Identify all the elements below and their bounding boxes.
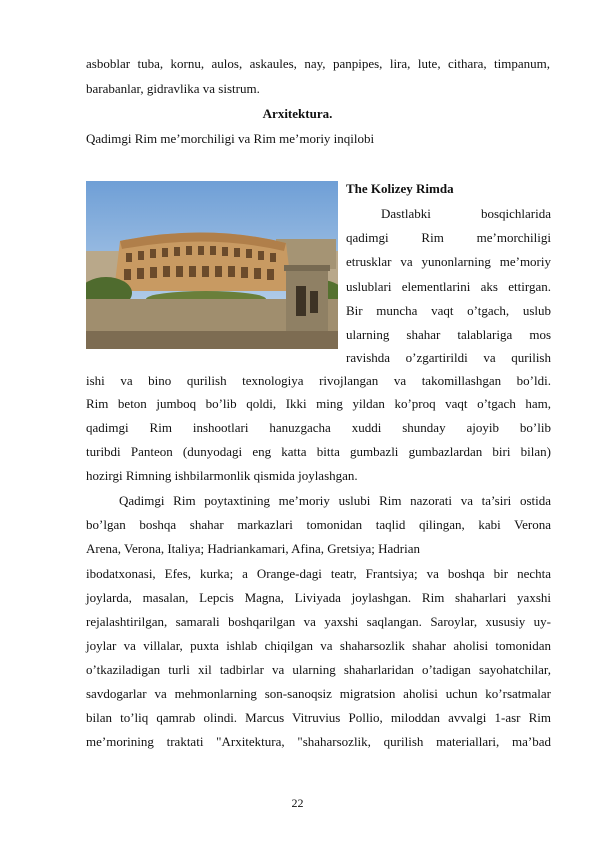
paragraph-line: bilan to’liq qamrab olindi. Marcus Vitruvius Pollio, miloddan avvalgi 1-asr Rim bbox=[86, 710, 551, 725]
paragraph-line: Arena, Verona, Italiya; Hadriankamari, Afina, Gretsiya; Hadrian bbox=[86, 541, 421, 556]
paragraph-line: Qadimgi Rim me’morchiligi va Rim me’moriy inqilobi bbox=[86, 131, 375, 146]
paragraph-line: savdogarlar va mehmonlarning son-sanoqsiz migratsion aholisi uchun ko’rsatmalar bbox=[86, 686, 551, 701]
paragraph-line: Qadimgi Rim poytaxtining me’moriy uslubi Rim nazorati va ta’siri ostida bbox=[119, 493, 551, 508]
paragraph-line: ravishda o’zgartirildi va qurilish bbox=[346, 350, 551, 365]
paragraph-line: o’tkaziladigan turli xil tadbirlar va ularning shaharlaridan o’tadigan sayohatchilar, bbox=[86, 662, 551, 677]
paragraph-line: uslublari elementlarini aks ettirgan. bbox=[346, 279, 551, 294]
page-number: 22 bbox=[291, 796, 304, 810]
paragraph-line: qadimgi Rim me’morchiligi bbox=[346, 230, 551, 245]
paragraph-line: asboblar tuba, kornu, aulos, askaules, nay, panpipes, lira, lute, cithara, timpanum, bbox=[86, 56, 550, 71]
paragraph-line: turibdi Panteon (dunyodagi eng katta bitta gumbazli gumbazlardan biri bilan) bbox=[86, 444, 551, 459]
paragraph-line: joylarda, masalan, Lepcis Magna, Liviyada joylashgan. Rim shaharlari yaxshi bbox=[86, 590, 551, 605]
paragraph-line: Dastlabki bosqichlarida bbox=[381, 206, 551, 221]
paragraph-line: bo’lgan boshqa shahar markazlari tomonidan taqlid qilingan, kabi Verona bbox=[86, 517, 551, 532]
paragraph-line: ibodatxonasi, Efes, kurka; a Orange-dagi teatr, Frantsiya; va boshqa bir nechta bbox=[86, 566, 551, 581]
paragraph-line: ishi va bino qurilish texnologiya rivojlangan va takomillashgan bo’ldi. bbox=[86, 373, 551, 388]
paragraph-line: ularning shahar talablariga mos bbox=[346, 327, 551, 342]
paragraph-line: qadimgi Rim inshootlari hanuzgacha xuddi shunday ajoyib bo’lib bbox=[86, 420, 551, 435]
paragraph-line: joylar va villalar, puxta ishlab chiqilgan va shaharsozlik shahar aholisi tomonidan bbox=[86, 638, 551, 653]
paragraph-line: barabanlar, gidravlika va sistrum. bbox=[86, 81, 260, 96]
paragraph-line: etrusklar va yunonlarning me’moriy bbox=[346, 254, 551, 269]
paragraph-line: Rim beton jumboq bo’lib qoldi, Ikki ming yildan ko’proq vaqt o’tgach ham, bbox=[86, 396, 551, 411]
paragraph-line: me’morining traktati "Arxitektura, "shaharsozlik, qurilish materiallari, ma’bad bbox=[86, 734, 551, 749]
section-heading: Arxitektura. bbox=[262, 106, 333, 121]
paragraph-line: hozirgi Rimning ishbilarmonlik qismida joylashgan. bbox=[86, 468, 358, 483]
photo-caption: The Kolizey Rimda bbox=[346, 181, 454, 196]
colosseum-photo bbox=[86, 181, 338, 349]
paragraph-line: rejalashtirilgan, samarali boshqarilgan va yaxshi saqlangan. Saroylar, xususiy uy- bbox=[86, 614, 551, 629]
paragraph-line: Bir muncha vaqt o’tgach, uslub bbox=[346, 303, 551, 318]
